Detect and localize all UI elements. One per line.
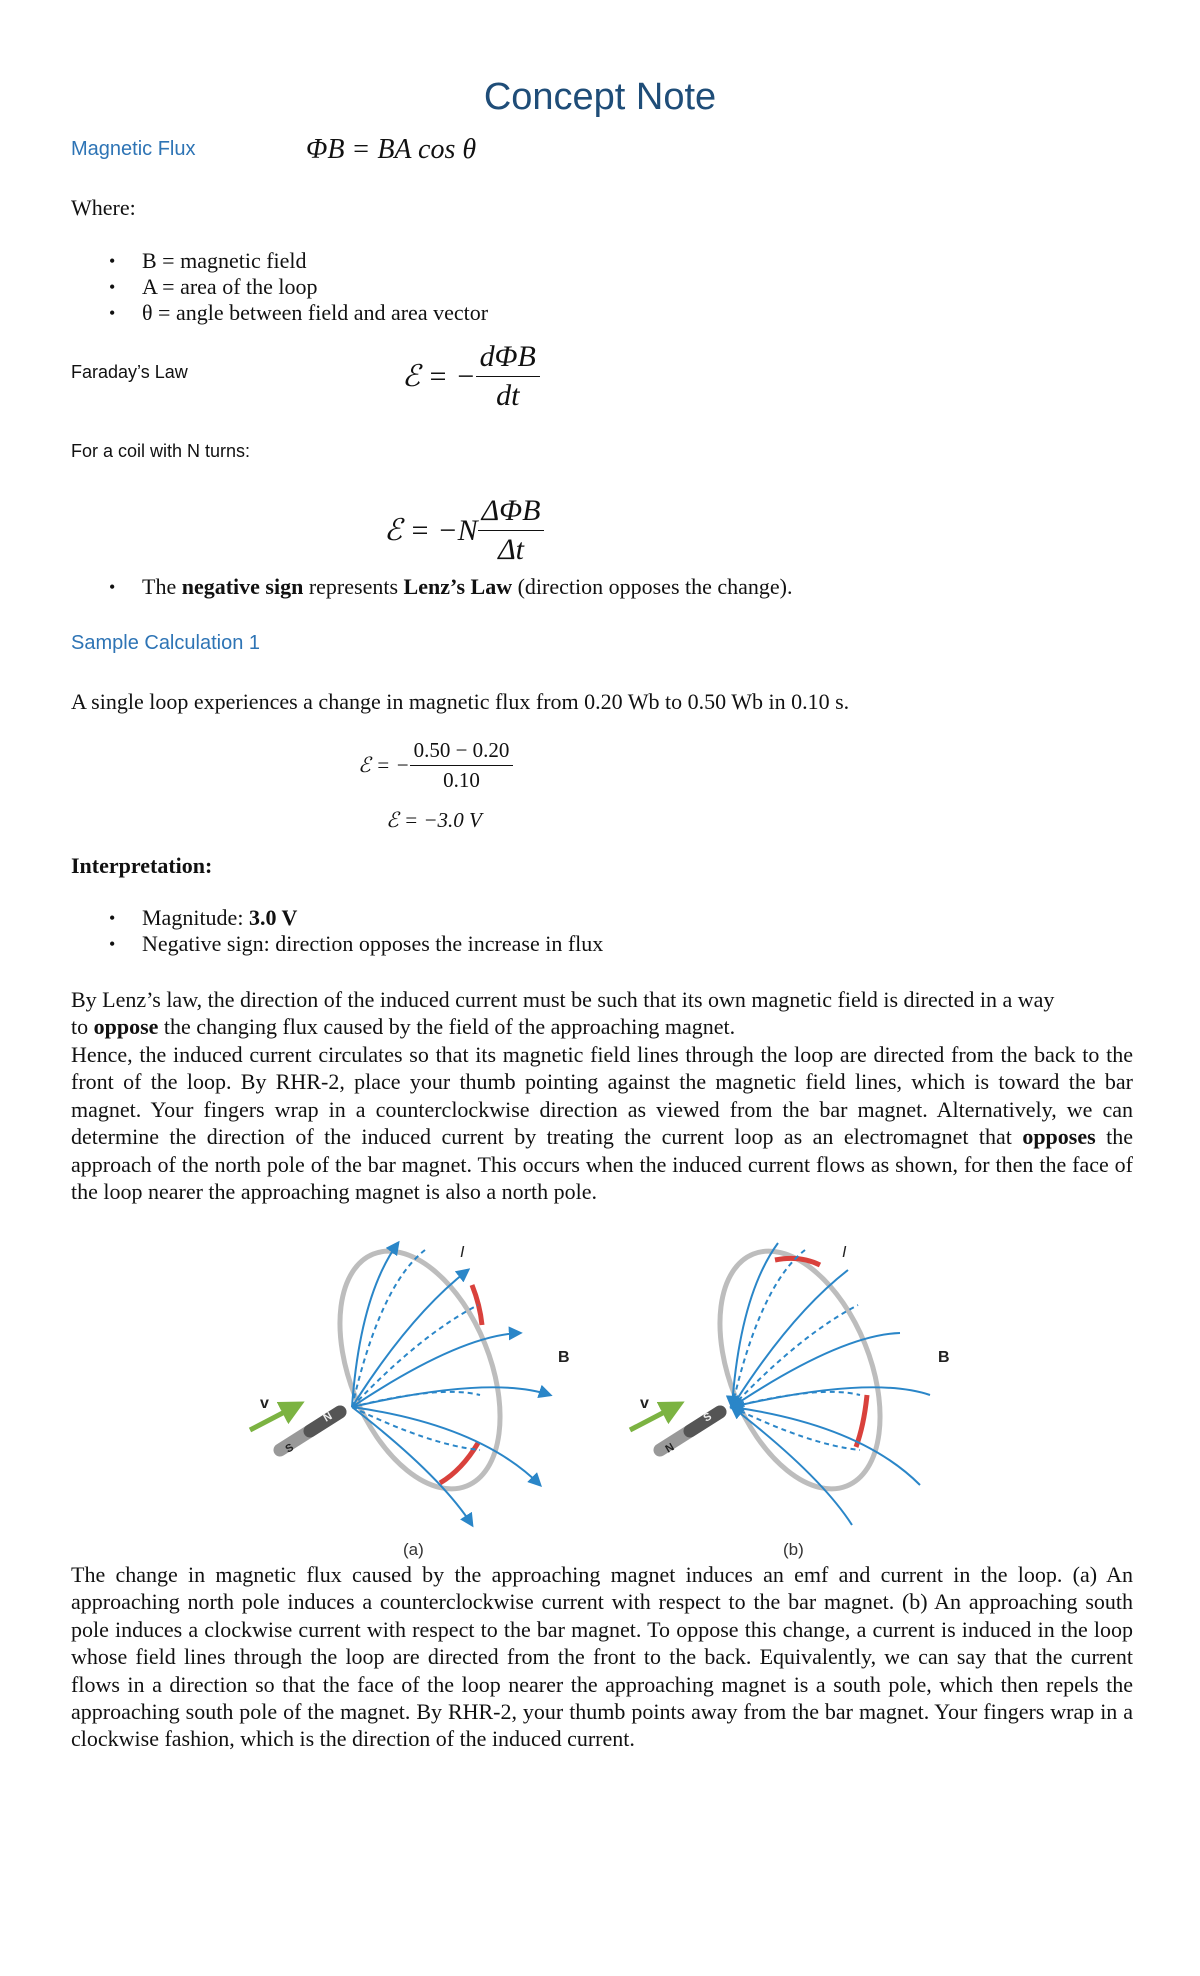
faraday-heading: Faraday’s Law [71, 362, 188, 382]
field-label-b: B [938, 1349, 950, 1366]
coil-lhs: ℰ = −N [384, 514, 478, 547]
faraday-formula [402, 340, 540, 413]
magnetic-flux-heading: Magnetic Flux [71, 138, 196, 160]
magnetic-flux-formula: ΦB = BA cos θ [306, 134, 477, 165]
interpretation-list [142, 905, 603, 957]
south-pole-label-b: S [701, 1410, 714, 1425]
figure-caption: The change in magnetic flux caused by the approaching magnet induces an emf and current in the loop. (a) An approaching north pole induces a counterclockwise current with respect to the bar magnet. (b) An approaching south pole induces a clockwise current with respect to the bar magnet. To oppose this change, a current is induced in the loop whose field lines through the loop are directed from the front to the back. Equivalently, we can say that the current flows in a direction so that the face of the loop nearer the approaching magnet is a south pole, which then repels the approaching south pole of the magnet. By RHR-2, your thumb points away from the bar magnet. Your fingers wrap in a clockwise fashion, which is the direction of the induced current. [71, 1562, 1133, 1752]
velocity-arrow-a [250, 1405, 298, 1430]
para-text: to [71, 1014, 94, 1039]
item-text: Magnitude: [142, 905, 249, 930]
flux-variable-list [142, 248, 488, 326]
note-bold: Lenz’s Law [403, 574, 513, 599]
lenz-note-list [142, 574, 793, 600]
velocity-label-b: v [640, 1395, 649, 1412]
south-pole-label-a: S [283, 1441, 296, 1456]
lenz-paragraph-line1: By Lenz’s law, the direction of the induced current must be such that its own magnetic field is directed in a way [71, 987, 1055, 1012]
panel-label-b: (b) [783, 1540, 804, 1559]
faraday-fraction [476, 340, 540, 413]
lenz-paragraph-body [71, 1041, 1133, 1205]
induction-figure [240, 1225, 950, 1565]
lenz-paragraph-line2 [71, 1014, 735, 1040]
coil-text: For a coil with N turns: [71, 441, 251, 461]
north-pole-label-b: N [663, 1441, 677, 1456]
north-pole-label-a: N [321, 1410, 335, 1425]
sample-equation [358, 738, 513, 793]
panel-label-a: (a) [403, 1540, 424, 1559]
sample-fraction [410, 738, 514, 793]
list-item: • A = area of the loop [142, 274, 488, 300]
para-text: the approach of the north pole of the bar magnet. This occurs when the induced current flows as shown, for then the face of the loop nearer the approaching magnet is also a north pole. [71, 1124, 1133, 1205]
sample-heading: Sample Calculation 1 [71, 632, 260, 654]
current-label-b: I [842, 1244, 847, 1261]
item-bold: 3.0 V [248, 905, 298, 930]
note-bold: negative sign [181, 574, 304, 599]
para-text: Hence, the induced current circulates so that its magnetic field lines through the loop are directed from the back to the front of the loop. By RHR-2, place your thumb pointing against the magnetic field lines, which is toward the bar magnet. Your fingers wrap in a counterclockwise direction as viewed from the bar magnet. Alternatively, we can determine the direction of the induced current by treating the current loop as an electromagnet that [71, 1042, 1133, 1150]
coil-formula [384, 494, 544, 567]
coil-fraction [478, 494, 545, 567]
para-text: the changing flux caused by the field of the approaching magnet. [158, 1014, 736, 1039]
sample-result: ℰ = −3.0 V [386, 808, 482, 832]
list-item: • Negative sign: direction opposes the increase in flux [142, 931, 603, 957]
faraday-denominator: dt [496, 379, 520, 412]
faraday-lhs: ℰ = − [402, 360, 476, 393]
sample-problem: A single loop experiences a change in magnetic flux from 0.20 Wb to 0.50 Wb in 0.10 s. [71, 689, 850, 714]
velocity-label-a: v [260, 1395, 269, 1412]
velocity-arrow-b [630, 1405, 678, 1430]
list-item: • B = magnetic field [142, 248, 488, 274]
note-text: (direction opposes the change). [512, 574, 793, 599]
sample-lhs: ℰ = − [358, 753, 410, 777]
panel-a [250, 1228, 570, 1559]
sample-numerator: 0.50 − 0.20 [410, 738, 514, 766]
coil-denominator: Δt [498, 533, 525, 566]
panel-b [630, 1228, 950, 1559]
note-text: represents [303, 574, 404, 599]
para-bold: oppose [93, 1014, 159, 1039]
page-title: Concept Note [483, 76, 717, 118]
field-lines-b [732, 1243, 930, 1525]
coil-numerator: ΔΦB [478, 494, 545, 531]
where-label: Where: [71, 195, 136, 220]
list-item [142, 905, 603, 931]
current-loop-b [688, 1228, 911, 1512]
list-item: • θ = angle between field and area vector [142, 300, 488, 326]
interpretation-label: Interpretation: [71, 853, 213, 878]
current-marker-b2 [856, 1395, 867, 1447]
field-lines-a [352, 1243, 550, 1525]
field-label-a: B [558, 1349, 570, 1366]
lenz-note [142, 574, 793, 600]
sample-denominator: 0.10 [443, 768, 480, 792]
para-bold: opposes [1022, 1124, 1096, 1150]
current-loop-a [308, 1228, 531, 1512]
current-label-a: I [460, 1244, 465, 1261]
note-text: The [142, 574, 182, 599]
faraday-numerator: dΦB [476, 340, 540, 377]
